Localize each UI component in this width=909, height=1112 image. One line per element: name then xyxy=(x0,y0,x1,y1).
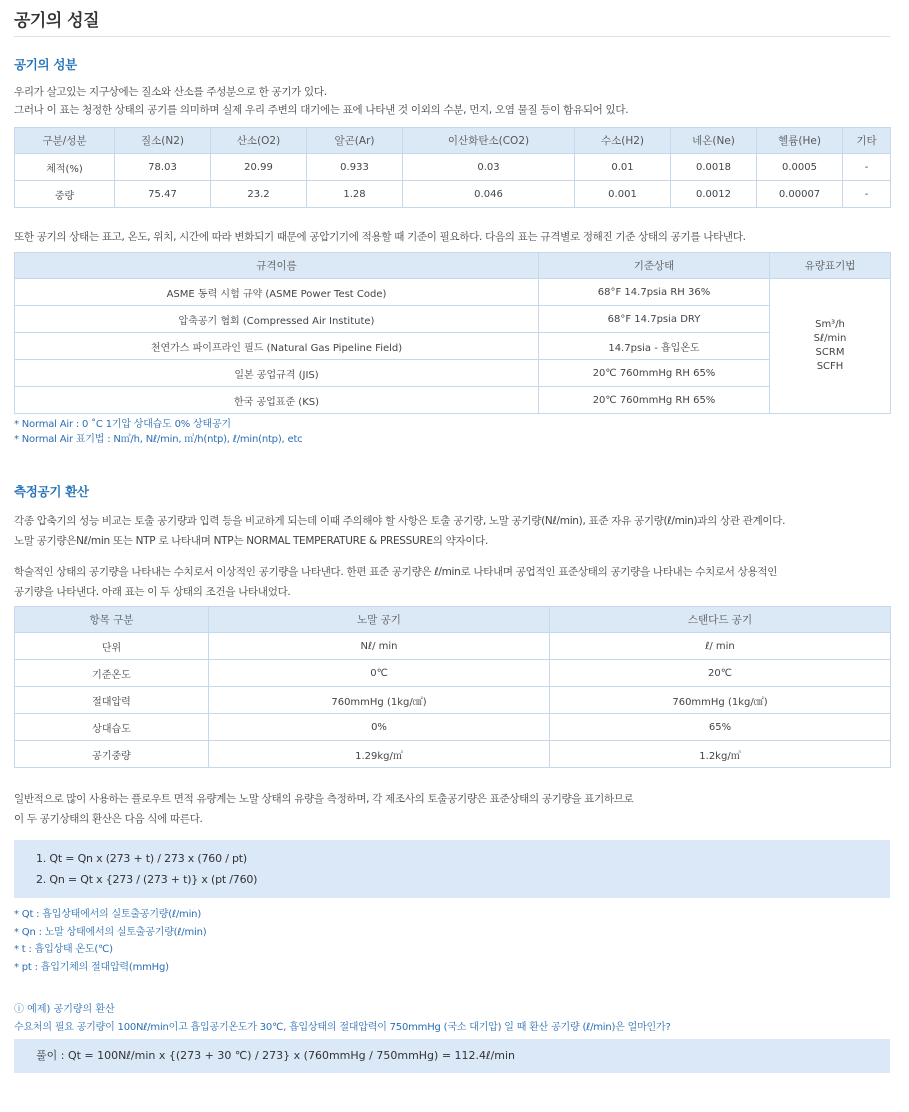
table-cell: 0.046 xyxy=(403,181,575,208)
table-row xyxy=(15,154,891,181)
table-cell: 한국 공업표준 (KS) xyxy=(15,387,539,414)
table-cell: 절대압력 xyxy=(15,687,209,714)
table-cell: 0.00007 xyxy=(757,181,843,208)
table-header-cell: 산소(O2) xyxy=(211,128,307,154)
table-cell: 1.29kg/㎥ xyxy=(209,741,550,768)
table-cell: 일본 공업규격 (JIS) xyxy=(15,360,539,387)
table-row xyxy=(15,279,891,306)
table-cell: ℓ/ min xyxy=(550,633,891,660)
table-cell: 압축공기 협회 (Compressed Air Institute) xyxy=(15,306,539,333)
table-row xyxy=(15,306,891,333)
normal-air-notation-note: * Normal Air 표기법 : N㎥/h, Nℓ/min, ㎥/h(ntp), ℓ/min(ntp), etc xyxy=(14,434,303,445)
formula-1: 1. Qt = Qn x (273 + t) / 273 x (760 / pt) xyxy=(36,852,247,865)
variable-notes xyxy=(14,906,206,976)
example-question: 수요처의 필요 공기량이 100Nℓ/min이고 흡입공기온도가 30℃, 흡입상태의 절대압력이 750mmHg (국소 대기압) 일 때 환산 공기량 (ℓ/min)은 얼마인가? xyxy=(14,1022,671,1033)
table-cell: 0.0018 xyxy=(671,154,757,181)
table-cell: 0.03 xyxy=(403,154,575,181)
flow-notation-item: SCFH xyxy=(816,361,844,372)
table-cell: 65% xyxy=(550,714,891,741)
composition-table-header-row xyxy=(15,128,891,154)
example-title: ⓘ 예제) 공기량의 환산 xyxy=(14,1004,115,1015)
table-cell: 1.2kg/㎥ xyxy=(550,741,891,768)
section-title-conversion: 측정공기 환산 xyxy=(14,484,89,499)
table-cell: 천연가스 파이프라인 필드 (Natural Gas Pipeline Field) xyxy=(15,333,539,360)
section-title-composition: 공기의 성분 xyxy=(14,57,77,72)
table-row xyxy=(15,360,891,387)
table-header-cell: 스탠다드 공기 xyxy=(550,607,891,633)
table-cell: 상대습도 xyxy=(15,714,209,741)
conversion-para3-line-1: 일반적으로 많이 사용하는 플로우트 면적 유량계는 노말 상태의 유량을 측정하며, 각 제조사의 토출공기량은 표준상태의 공기량을 표기하므로 xyxy=(14,793,634,805)
variable-note-qt: * Qt : 흡입상태에서의 실토출공기량(ℓ/min) xyxy=(14,909,202,920)
table-header-cell: 항목 구분 xyxy=(15,607,209,633)
variable-note-t: * t : 흡입상태 온도(℃) xyxy=(14,944,113,955)
table-cell: 0.0012 xyxy=(671,181,757,208)
table-row xyxy=(15,741,891,768)
table-cell: 공기중량 xyxy=(15,741,209,768)
table-row xyxy=(15,333,891,360)
table-cell: 20℃ 760mmHg RH 65% xyxy=(539,360,770,387)
table-header-cell: 헬륨(He) xyxy=(757,128,843,154)
table-cell: 기준온도 xyxy=(15,660,209,687)
flow-notation-cell xyxy=(770,279,891,414)
table-cell: 20℃ 760mmHg RH 65% xyxy=(539,387,770,414)
table-header-cell: 기준상태 xyxy=(539,253,770,279)
variable-note-pt: * pt : 흡입기체의 절대압력(mmHg) xyxy=(14,961,169,973)
table-cell: 20.99 xyxy=(211,154,307,181)
table-row xyxy=(15,687,891,714)
table-cell: 23.2 xyxy=(211,181,307,208)
table-header-cell: 노말 공기 xyxy=(209,607,550,633)
table-cell: 0.933 xyxy=(307,154,403,181)
table-cell: 0.001 xyxy=(575,181,671,208)
table-header-cell: 구분/성분 xyxy=(15,128,115,154)
table-cell: 75.47 xyxy=(115,181,211,208)
standards-intro: 또한 공기의 상태는 표고, 온도, 위치, 시간에 따라 변화되기 때문에 공압기기에 적용할 때 기준이 필요하다. 다음의 표는 규격별로 정해진 기준 상태의 공기를 나타낸다. xyxy=(14,231,746,243)
composition-intro-line-2: 그러나 이 표는 청정한 상태의 공기를 의미하며 실제 우리 주변의 대기에는 표에 나타낸 것 이외의 수분, 먼지, 오염 물질 등이 함유되어 있다. xyxy=(14,104,629,116)
conversion-para1-line-1: 각종 압축기의 성능 비교는 토출 공기량과 입력 등을 비교하게 되는데 이때 주의해야 할 사항은 토출 공기량, 노말 공기량(Nℓ/min), 표준 자유 공기량(ℓ/min)과의 상관 관계이다. xyxy=(14,515,786,527)
table-cell: 14.7psia - 흡입온도 xyxy=(539,333,770,360)
normal-air-note: * Normal Air : 0 ˚C 1기압 상대습도 0% 상태공기 xyxy=(14,419,231,430)
table-header-cell: 알곤(Ar) xyxy=(307,128,403,154)
table-cell: Nℓ/ min xyxy=(209,633,550,660)
table-cell: 20℃ xyxy=(550,660,891,687)
table-row xyxy=(15,714,891,741)
answer-box: 풀이 : Qt = 100Nℓ/min x {(273 + 30 ℃) / 273} x (760mmHg / 750mmHg) = 112.4ℓ/min xyxy=(14,1039,890,1073)
table-cell: 68°F 14.7psia DRY xyxy=(539,306,770,333)
table-cell: 0.0005 xyxy=(757,154,843,181)
flow-notation-item: Sm³/h xyxy=(815,319,845,330)
table-header-cell: 질소(N2) xyxy=(115,128,211,154)
conversion-para2-line-1: 학술적인 상태의 공기량을 나타내는 수치로서 이상적인 공기량을 나타낸다. 한편 표준 공기량은 ℓ/min로 나타내며 공업적인 표준상태의 공기량을 나타내는 수치로서 상용적인 xyxy=(14,566,778,578)
table-row xyxy=(15,660,891,687)
composition-table xyxy=(14,127,891,208)
compare-table-header-row xyxy=(15,607,891,633)
composition-intro-line-1: 우리가 살고있는 지구상에는 질소와 산소를 주성분으로 한 공기가 있다. xyxy=(14,86,327,98)
table-cell: 1.28 xyxy=(307,181,403,208)
table-cell: 760mmHg (1kg/㎠) xyxy=(550,687,891,714)
table-cell: 78.03 xyxy=(115,154,211,181)
table-cell: 0℃ xyxy=(209,660,550,687)
standards-table-header-row xyxy=(15,253,891,279)
table-cell: - xyxy=(843,154,891,181)
table-header-cell: 유량표기법 xyxy=(770,253,891,279)
table-cell: 760mmHg (1kg/㎠) xyxy=(209,687,550,714)
normal-vs-standard-table xyxy=(14,606,891,768)
table-cell: 단위 xyxy=(15,633,209,660)
table-cell: 0.01 xyxy=(575,154,671,181)
table-cell: 중량 xyxy=(15,181,115,208)
conversion-para3-line-2: 이 두 공기상태의 환산은 다음 식에 따른다. xyxy=(14,813,203,825)
table-cell: ASME 동력 시험 규약 (ASME Power Test Code) xyxy=(15,279,539,306)
title-divider xyxy=(14,36,890,37)
table-header-cell: 수소(H2) xyxy=(575,128,671,154)
table-row xyxy=(15,181,891,208)
page-title: 공기의 성질 xyxy=(14,11,100,31)
formula-box xyxy=(14,840,890,898)
table-header-cell: 이산화탄소(CO2) xyxy=(403,128,575,154)
table-row xyxy=(15,633,891,660)
flow-notation-item: Sℓ/min xyxy=(813,333,847,344)
table-cell: 0% xyxy=(209,714,550,741)
standards-table xyxy=(14,252,891,414)
table-cell: 68°F 14.7psia RH 36% xyxy=(539,279,770,306)
table-row xyxy=(15,387,891,414)
formula-2: 2. Qn = Qt x {273 / (273 + t)} x (pt /760) xyxy=(36,873,258,886)
table-cell: - xyxy=(843,181,891,208)
table-cell: 체적(%) xyxy=(15,154,115,181)
table-header-cell: 규격이름 xyxy=(15,253,539,279)
conversion-para1-line-2: 노말 공기량은Nℓ/min 또는 NTP 로 나타내며 NTP는 NORMAL TEMPERATURE & PRESSURE의 약자이다. xyxy=(14,535,489,547)
flow-notation-item: SCRM xyxy=(815,347,845,358)
conversion-para2-line-2: 공기량을 나타낸다. 아래 표는 이 두 상태의 조건을 나타내었다. xyxy=(14,586,291,598)
variable-note-qn: * Qn : 노말 상태에서의 실토출공기량(ℓ/min) xyxy=(14,926,207,938)
table-header-cell: 네온(Ne) xyxy=(671,128,757,154)
table-header-cell: 기타 xyxy=(843,128,891,154)
